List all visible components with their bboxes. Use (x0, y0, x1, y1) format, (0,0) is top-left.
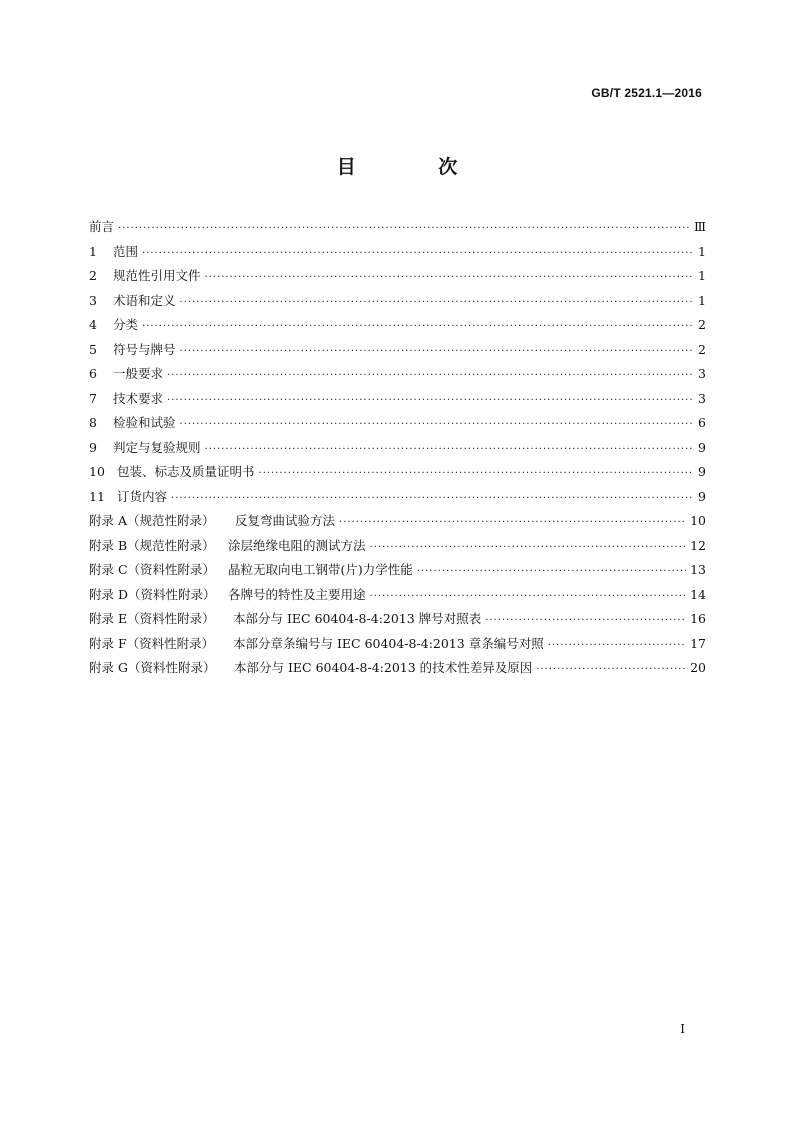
toc-entry-title: 符号与牌号 (113, 341, 176, 357)
toc-entry-number: 1 (89, 243, 97, 259)
toc-entry-page: 3 (698, 366, 706, 381)
toc-entry-title: 涂层绝缘电阻的测试方法 (228, 537, 366, 553)
toc-entry-number: 7 (89, 390, 97, 406)
toc-leader (259, 462, 692, 487)
toc-leader (548, 634, 686, 659)
toc-entry-title: 晶粒无取向电工钢带(片)力学性能 (228, 562, 413, 577)
toc-leader (485, 609, 686, 634)
toc-entry-number: 附录 F（资料性附录） (89, 635, 215, 651)
toc-leader (205, 266, 692, 291)
toc-entry-10[interactable] (89, 460, 706, 485)
toc-entry-title: 技术要求 (113, 390, 164, 406)
toc-entry-title: 检验和试验 (113, 415, 176, 430)
toc-entry-title: 前言 (89, 219, 115, 234)
toc-entry-page: 12 (690, 537, 706, 553)
toc-entry-page: 1 (698, 243, 706, 259)
toc-entry-number: 8 (89, 415, 97, 430)
toc-leader (180, 413, 692, 438)
toc-entry-title: 本部分章条编号与 IEC 60404-8-4:2013 章条编号对照 (233, 635, 544, 651)
toc-entry-page: 13 (690, 562, 706, 577)
toc-entry-page: 1 (698, 268, 706, 283)
toc-leader (142, 242, 692, 267)
toc-entry-title: 本部分与 IEC 60404-8-4:2013 的技术性差异及原因 (234, 660, 533, 675)
toc-entry-annex-a[interactable] (89, 509, 706, 534)
toc-entry-7[interactable] (89, 387, 706, 412)
toc-entry-title: 反复弯曲试验方法 (235, 513, 336, 528)
toc-entry-annex-f[interactable] (89, 632, 706, 657)
toc-entry-3[interactable] (89, 289, 706, 314)
page-title: 目 次 (336, 156, 496, 178)
toc-entry-title: 分类 (113, 317, 139, 332)
toc-entry-number: 2 (89, 268, 97, 283)
toc-entry-1[interactable] (89, 240, 706, 265)
toc-entry-number: 附录 D（资料性附录） (89, 586, 216, 602)
toc-entry-number: 11 (89, 488, 105, 504)
toc-leader (205, 438, 692, 463)
toc-entry-number: 附录 B（规范性附录） (89, 537, 215, 553)
toc-entry-page: 16 (690, 611, 706, 626)
toc-leader (171, 487, 692, 512)
toc-leader (142, 315, 692, 340)
toc-entry-number: 6 (89, 366, 97, 381)
toc-entry-number: 附录 A（规范性附录） (89, 513, 215, 528)
toc-entry-title: 各牌号的特性及主要用途 (228, 586, 366, 602)
toc-entry-page: 14 (690, 586, 706, 602)
toc-leader (180, 291, 692, 316)
toc-entry-number: 附录 C（资料性附录） (89, 562, 216, 577)
toc-entry-2[interactable] (89, 264, 706, 289)
toc-entry-page: 9 (698, 464, 706, 479)
toc-entry-page: 20 (690, 660, 706, 675)
toc-entry-number: 9 (89, 439, 97, 455)
toc-leader (536, 658, 686, 683)
toc-leader (417, 560, 686, 585)
toc-entry-title: 订货内容 (117, 488, 168, 504)
toc-leader (370, 536, 687, 561)
toc-entry-title: 术语和定义 (113, 292, 176, 308)
page-number: I (680, 1022, 685, 1036)
toc-entry-4[interactable] (89, 313, 706, 338)
toc-entry-page: 10 (690, 513, 706, 528)
toc-entry-page: 9 (698, 439, 706, 455)
toc-entry-page: 9 (698, 488, 706, 504)
toc-entry-page: 1 (698, 292, 706, 308)
toc-entry-title: 本部分与 IEC 60404-8-4:2013 牌号对照表 (233, 611, 482, 626)
toc-entry-annex-d[interactable] (89, 583, 706, 608)
toc-entry-page: 2 (698, 317, 706, 332)
toc-entry-number: 附录 G（资料性附录） (89, 660, 216, 675)
toc-entry-8[interactable] (89, 411, 706, 436)
toc-entry-number: 3 (89, 292, 97, 308)
toc-entry-page: 17 (690, 635, 706, 651)
toc-leader (167, 364, 692, 389)
toc-leader (180, 340, 692, 365)
toc-entry-9[interactable] (89, 436, 706, 461)
toc-entry-title: 规范性引用文件 (113, 268, 201, 283)
toc-entry-title: 一般要求 (113, 366, 164, 381)
toc-entry-6[interactable] (89, 362, 706, 387)
toc-entry-annex-b[interactable] (89, 534, 706, 559)
toc-entry-annex-e[interactable] (89, 607, 706, 632)
toc-entry-title: 范围 (113, 243, 139, 259)
toc-entry-title: 判定与复验规则 (113, 439, 201, 455)
toc-entry-11[interactable] (89, 485, 706, 510)
toc-leader (118, 217, 690, 242)
toc-entry-foreword[interactable] (89, 215, 706, 240)
toc-leader (167, 389, 692, 414)
toc-entry-number: 附录 E（资料性附录） (89, 611, 215, 626)
table-of-contents (89, 215, 706, 681)
toc-entry-page: Ⅲ (693, 219, 706, 234)
toc-entry-number: 4 (89, 317, 97, 332)
toc-entry-number: 5 (89, 341, 97, 357)
toc-entry-page: 3 (698, 390, 706, 406)
toc-entry-5[interactable] (89, 338, 706, 363)
standard-code: GB/T 2521.1—2016 (591, 86, 702, 100)
toc-entry-annex-g[interactable] (89, 656, 706, 681)
toc-leader (370, 585, 687, 610)
toc-entry-title: 包装、标志及质量证明书 (117, 464, 255, 479)
toc-leader (339, 511, 686, 536)
toc-entry-annex-c[interactable] (89, 558, 706, 583)
toc-entry-number: 10 (89, 464, 105, 479)
toc-entry-page: 2 (698, 341, 706, 357)
toc-entry-page: 6 (698, 415, 706, 430)
